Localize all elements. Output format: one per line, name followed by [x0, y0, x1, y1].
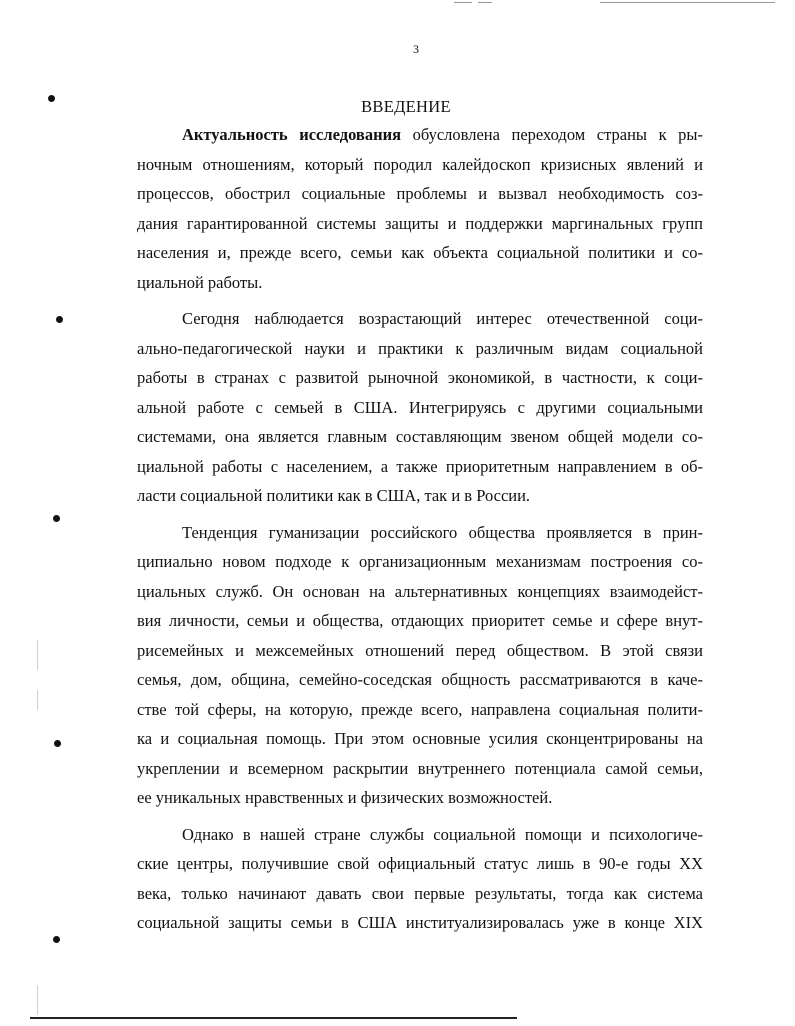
- bold-lead: Актуальность исследования: [182, 125, 402, 144]
- binding-hole-mark: [53, 515, 60, 522]
- text-line: ские центры, получившие свой официальный статус лишь в 90-е годы XX: [137, 854, 703, 873]
- lead-rest: обусловлена переходом страны к ры-: [401, 125, 704, 144]
- paragraph-comparison: [137, 820, 703, 938]
- text-line: Тенденция гуманизации российского общества проявляется в прин-: [182, 522, 703, 542]
- text-line: циальных служб. Он основан на альтернативных концепциях взаимодейст-: [137, 581, 703, 601]
- text-line: социальной защиты семьи в США институализировалась уже в конце XIX: [137, 913, 703, 932]
- text-line: ее уникальных нравственных и физических возможностей.: [137, 788, 553, 807]
- scan-mark: [454, 2, 472, 3]
- text-line: ально-педагогической науки и практики к различным видам социальной: [137, 338, 703, 358]
- text-line: дания гарантированной системы защиты и поддержки маргинальных групп: [137, 213, 703, 233]
- paragraph-relevance: [137, 120, 703, 297]
- text-line: семья, дом, община, семейно-соседская общность рассматриваются в каче-: [137, 670, 703, 689]
- text-line: века, только начинают давать свои первые результаты, тогда как система: [137, 883, 703, 903]
- text-line: ласти социальной политики как в США, так и в России.: [137, 486, 531, 505]
- text-line: рисемейных и межсемейных отношений перед обществом. В этой связи: [137, 640, 703, 660]
- scan-edge-line: [37, 640, 38, 670]
- scan-mark: [478, 2, 492, 3]
- binding-hole-mark: [54, 740, 61, 747]
- text-line: ка и социальная помощь. При этом основные усилия сконцентрированы на: [137, 729, 703, 748]
- section-title: ВВЕДЕНИЕ: [361, 97, 451, 116]
- scan-edge-line: [37, 985, 38, 1015]
- text-line: укреплении и всемерном раскрытии внутреннего потенциала самой семьи,: [137, 758, 703, 778]
- text-line: работы в странах с развитой рыночной экономикой, в частности, к соци-: [137, 368, 703, 387]
- bottom-rule: [30, 1017, 517, 1019]
- body-text: [137, 120, 703, 938]
- text-line: процессов, обострил социальные проблемы и вызвал необходимость соз-: [137, 184, 703, 203]
- text-line: [137, 120, 703, 150]
- paragraph-humanization: [137, 518, 703, 813]
- binding-hole-mark: [48, 95, 55, 102]
- scan-mark: [600, 2, 775, 3]
- text-line: Однако в нашей стране службы социальной помощи и психологиче-: [182, 824, 703, 844]
- text-line: вия личности, семьи и общества, отдающих приоритет семье и сфере внут-: [137, 611, 703, 630]
- text-line: ципиально новом подходе к организационным механизмам построения со-: [137, 552, 703, 571]
- text-line: циальной работы.: [137, 272, 263, 292]
- text-line: населения и, прежде всего, семьи как объекта социальной политики и со-: [137, 243, 703, 262]
- text-line: ночным отношениям, который породил калейдоскоп кризисных явлений и: [137, 154, 703, 174]
- page-number: 3: [413, 42, 419, 56]
- text-line: циальной работы с населением, а также приоритетным направлением в об-: [137, 456, 703, 476]
- paragraph-interest: [137, 304, 703, 511]
- text-line: стве той сферы, на которую, прежде всего, направлена социальная полити-: [137, 699, 703, 719]
- text-line: Сегодня наблюдается возрастающий интерес отечественной соци-: [182, 309, 703, 328]
- binding-hole-mark: [56, 316, 63, 323]
- text-line: системами, она является главным составляющим звеном общей модели со-: [137, 427, 703, 446]
- text-line: альной работе с семьей в США. Интегрируясь с другими социальными: [137, 397, 703, 417]
- binding-hole-mark: [53, 936, 60, 943]
- scan-edge-line: [37, 690, 38, 710]
